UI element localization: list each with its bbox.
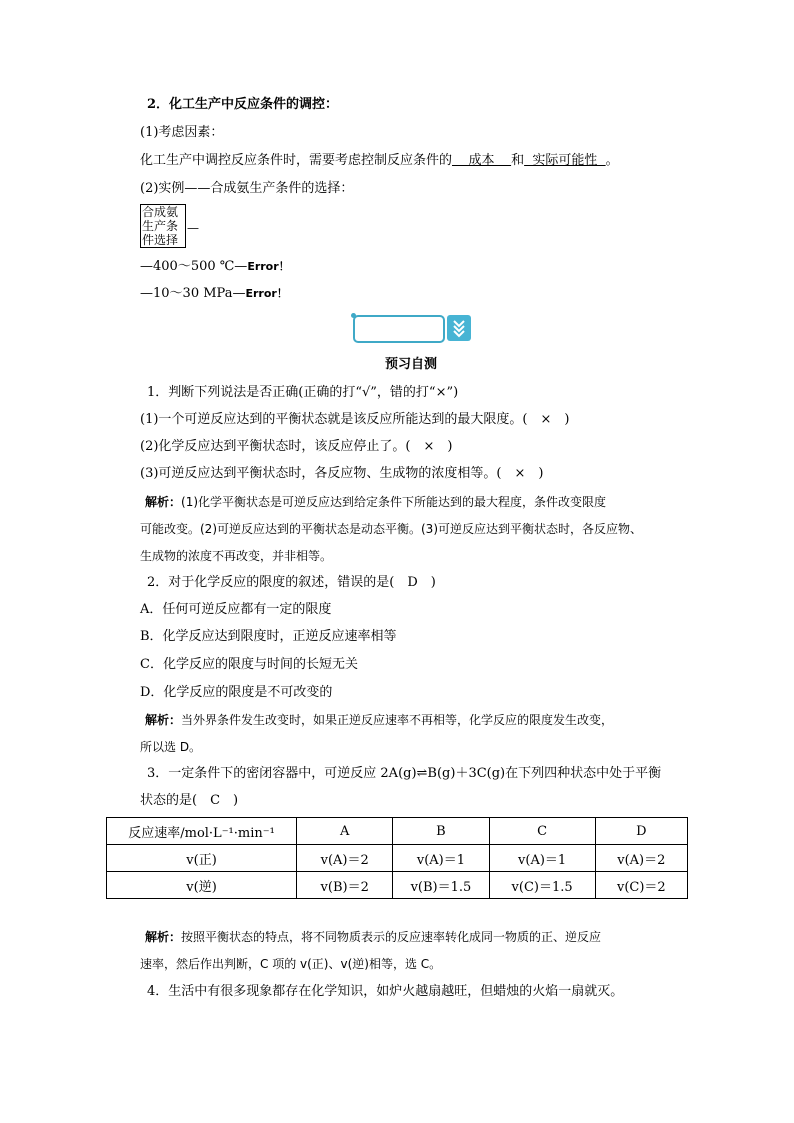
q4-stem: 4．生活中有很多现象都存在化学知识，如炉火越扇越旺，但蜡烛的火焰一扇就灭。	[147, 984, 624, 999]
blank-answer-cost: 成本	[452, 153, 512, 168]
q2-option-a: A．任何可逆反应都有一定的限度	[140, 602, 332, 617]
q2-stem: 2．对于化学反应的限度的叙述，错误的是( D )	[147, 575, 436, 590]
table-header-cell: A	[297, 818, 393, 845]
ammonia-condition-box	[140, 204, 186, 248]
q2-option-d: D．化学反应的限度是不可改变的	[140, 685, 333, 700]
analysis-text: (1)化学平衡状态是可逆反应达到给定条件下所能达到的最大程度，条件改变限度	[181, 495, 607, 509]
box-line: 合成氨	[142, 205, 179, 219]
rate-table	[106, 817, 688, 899]
pressure-range: —10～30 MPa—	[140, 286, 246, 301]
q1-analysis-line: 可能改变。(2)可逆反应达到的平衡状态是动态平衡。(3)可逆反应达到平衡状态时，各反应物、	[140, 522, 642, 536]
q1-analysis-line: 生成物的浓度不再改变，并非相等。	[140, 549, 333, 563]
conjunction: 和	[511, 153, 525, 168]
table-row	[107, 872, 688, 899]
q2-option-c: C．化学反应的限度与时间的长短无关	[140, 657, 358, 672]
section-banner	[353, 315, 445, 343]
q2-analysis-line: 所以选 D。	[140, 740, 202, 754]
example-label: (2)实例——合成氨生产条件的选择：	[140, 181, 354, 196]
temperature-line	[140, 258, 290, 276]
q1-item-3: (3)可逆反应达到平衡状态时，各反应物、生成物的浓度相等。( × )	[140, 466, 544, 481]
table-header-cell: B	[393, 818, 489, 845]
q2-analysis-line	[145, 711, 613, 729]
table-cell: v(A)＝1	[393, 845, 489, 872]
q3-analysis-line: 速率，然后作出判断，C 项的 v(正)、v(逆)相等，选 C。	[140, 957, 442, 971]
temperature-error: Error！	[247, 260, 290, 273]
q2-option-b: B．化学反应达到限度时，正逆反应速率相等	[140, 629, 397, 644]
blank-answer-feasibility: 实际可能性	[524, 153, 606, 168]
analysis-label: 解析：	[145, 713, 182, 727]
factors-label: (1)考虑因素：	[140, 125, 224, 140]
period: 。	[605, 153, 619, 168]
table-cell: v(A)＝1	[489, 845, 595, 872]
table-cell: v(C)＝2	[595, 872, 687, 899]
preview-title: 预习自测	[385, 357, 438, 372]
box-line: 生产条	[142, 219, 179, 233]
table-header-cell: D	[595, 818, 687, 845]
table-header-cell: 反应速率/mol·L⁻¹·min⁻¹	[107, 818, 297, 845]
q3-stem: 3．一定条件下的密闭容器中，可逆反应 2A(g)⇌B(g)＋3C(g)在下列四种状态中处于平衡	[147, 766, 662, 781]
q1-item-2: (2)化学反应达到平衡状态时，该反应停止了。( × )	[140, 439, 453, 454]
q1-analysis-line	[145, 493, 606, 511]
factors-sentence	[140, 152, 619, 170]
analysis-label: 解析：	[145, 495, 182, 509]
table-header-cell: C	[489, 818, 595, 845]
section-heading: 2．化工生产中反应条件的调控：	[147, 97, 339, 112]
table-row	[107, 845, 688, 872]
box-line: 件选择	[142, 233, 179, 247]
table-cell: v(逆)	[107, 872, 297, 899]
box-connector: —	[187, 221, 199, 235]
table-cell: v(C)＝1.5	[489, 872, 595, 899]
table-header-row	[107, 818, 688, 845]
banner-dot-icon	[351, 313, 356, 318]
analysis-text: 当外界条件发生改变时，如果正逆反应速率不再相等，化学反应的限度发生改变，	[181, 713, 614, 727]
double-chevron-down-icon	[447, 315, 471, 341]
analysis-text: 按照平衡状态的特点，将不同物质表示的反应速率转化成同一物质的正、逆反应	[181, 930, 602, 944]
q3-stem-cont: 状态的是( C )	[140, 793, 239, 808]
table-cell: v(A)＝2	[595, 845, 687, 872]
temperature-range: —400～500 ℃—	[140, 259, 248, 274]
table-cell: v(正)	[107, 845, 297, 872]
pressure-line	[140, 285, 288, 303]
table-cell: v(B)＝1.5	[393, 872, 489, 899]
factors-text: 化工生产中调控反应条件时，需要考虑控制反应条件的	[140, 153, 453, 168]
pressure-error: Error！	[245, 287, 288, 300]
q1-stem: 1．判断下列说法是否正确(正确的打“√”，错的打“×”)	[147, 385, 459, 400]
table-cell: v(B)＝2	[297, 872, 393, 899]
q1-item-1: (1)一个可逆反应达到的平衡状态就是该反应所能达到的最大限度。( × )	[140, 412, 570, 427]
analysis-label: 解析：	[145, 930, 182, 944]
table-cell: v(A)＝2	[297, 845, 393, 872]
q3-analysis-line	[145, 928, 601, 946]
